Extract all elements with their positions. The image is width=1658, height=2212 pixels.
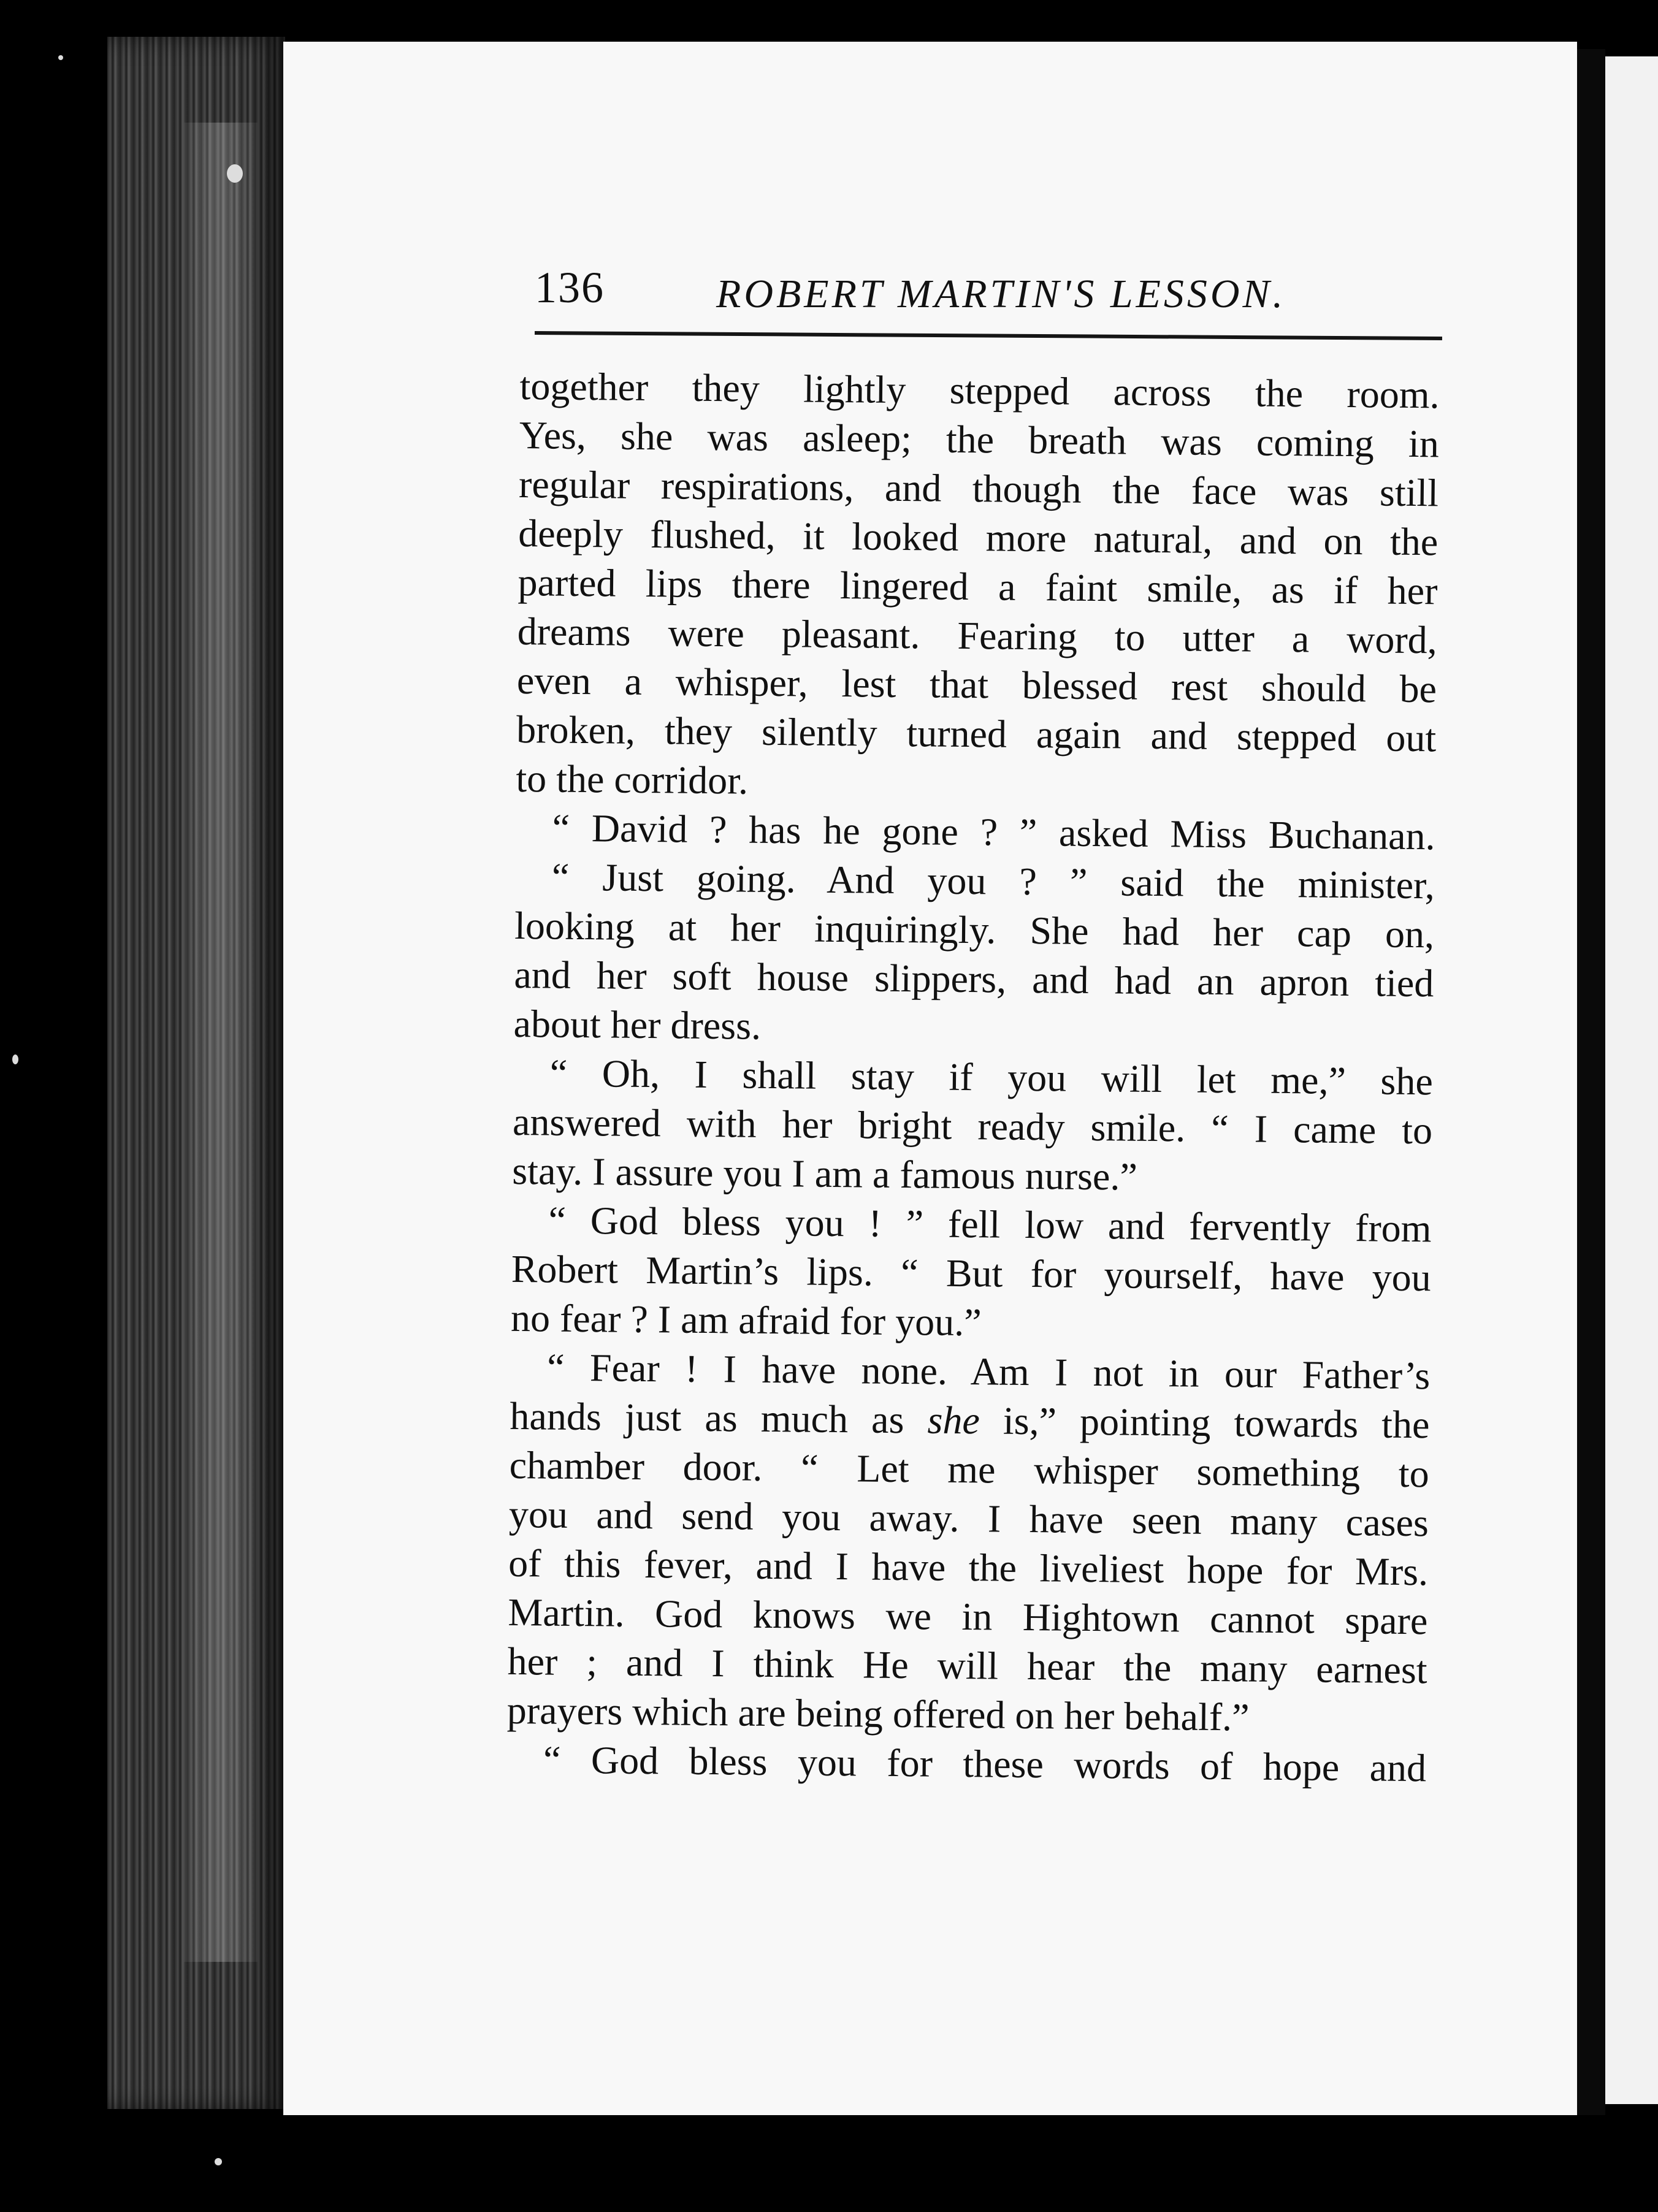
text-line: no fear ? I am afraid for you.” xyxy=(510,1295,982,1344)
text-line: about her dress. xyxy=(513,1001,762,1048)
text-line: “ Just going. And you ? ” said the minister, xyxy=(551,855,1435,907)
text-line: “ David ? has he gone ? ” asked Miss Buchanan. xyxy=(552,806,1435,858)
emphasized-word: she xyxy=(927,1398,980,1443)
text-line: her ; and I think He will hear the many earnest xyxy=(507,1639,1427,1692)
page-edges-highlight xyxy=(184,123,258,1962)
text-line: broken, they silently turned again and stepped out xyxy=(516,707,1437,760)
text-line: “ Fear ! I have none. Am I not in our Father’s xyxy=(546,1345,1431,1398)
text-line: to the corridor. xyxy=(516,756,749,803)
text-line: “ Oh, I shall stay if you will let me,” she xyxy=(549,1051,1434,1104)
speck xyxy=(227,164,243,183)
text-line: dreams were pleasant. Fearing to utter a word, xyxy=(517,609,1438,662)
text-line: Robert Martin’s lips. “ But for yourself, have you xyxy=(511,1246,1432,1300)
text-line: together they lightly stepped across the room. xyxy=(519,364,1440,417)
text-line: “ God bless you for these words of hope and xyxy=(543,1737,1427,1790)
text-line: of this fever, and I have the liveliest hope for Mrs. xyxy=(508,1541,1429,1594)
speck xyxy=(215,2158,222,2165)
text-line: “ God bless you ! ” fell low and fervently from xyxy=(548,1198,1432,1251)
book-gutter xyxy=(1577,49,1605,2115)
text-segment: is,” pointing towards the xyxy=(979,1398,1430,1447)
text-line: Martin. God knows we in Hightown cannot spare xyxy=(508,1590,1428,1643)
text-line: parted lips there lingered a faint smile, as if her xyxy=(518,560,1438,613)
speck xyxy=(12,1055,18,1064)
text-segment: hands just as much as xyxy=(510,1394,904,1442)
text-line: even a whisper, lest that blessed rest should be xyxy=(516,658,1437,711)
text-line: chamber door. “ Let me whisper something to xyxy=(509,1443,1429,1496)
text-line: prayers which are being offered on her behalf.” xyxy=(506,1688,1250,1739)
text-line: stay. I assure you I am a famous nurse.” xyxy=(511,1148,1138,1199)
page-body xyxy=(506,362,1440,1793)
page-number: 136 xyxy=(535,263,605,312)
facing-page-edge xyxy=(1605,56,1658,2104)
text-line: regular respirations, and though the face was still xyxy=(518,462,1439,515)
text-line: Yes, she was asleep; the breath was coming in xyxy=(519,413,1440,466)
speck xyxy=(58,55,63,60)
text-line: looking at her inquiringly. She had her cap on, xyxy=(514,903,1435,956)
running-head: ROBERT MARTIN'S LESSON. xyxy=(716,272,1286,316)
text-line: and her soft house slippers, and had an apron tied xyxy=(514,952,1434,1005)
text-line: answered with her bright ready smile. “ I came to xyxy=(512,1099,1433,1153)
text-line xyxy=(510,1392,1430,1449)
text-line: deeply flushed, it looked more natural, and on the xyxy=(518,511,1438,564)
text-line: you and send you away. I have seen many cases xyxy=(508,1492,1429,1545)
